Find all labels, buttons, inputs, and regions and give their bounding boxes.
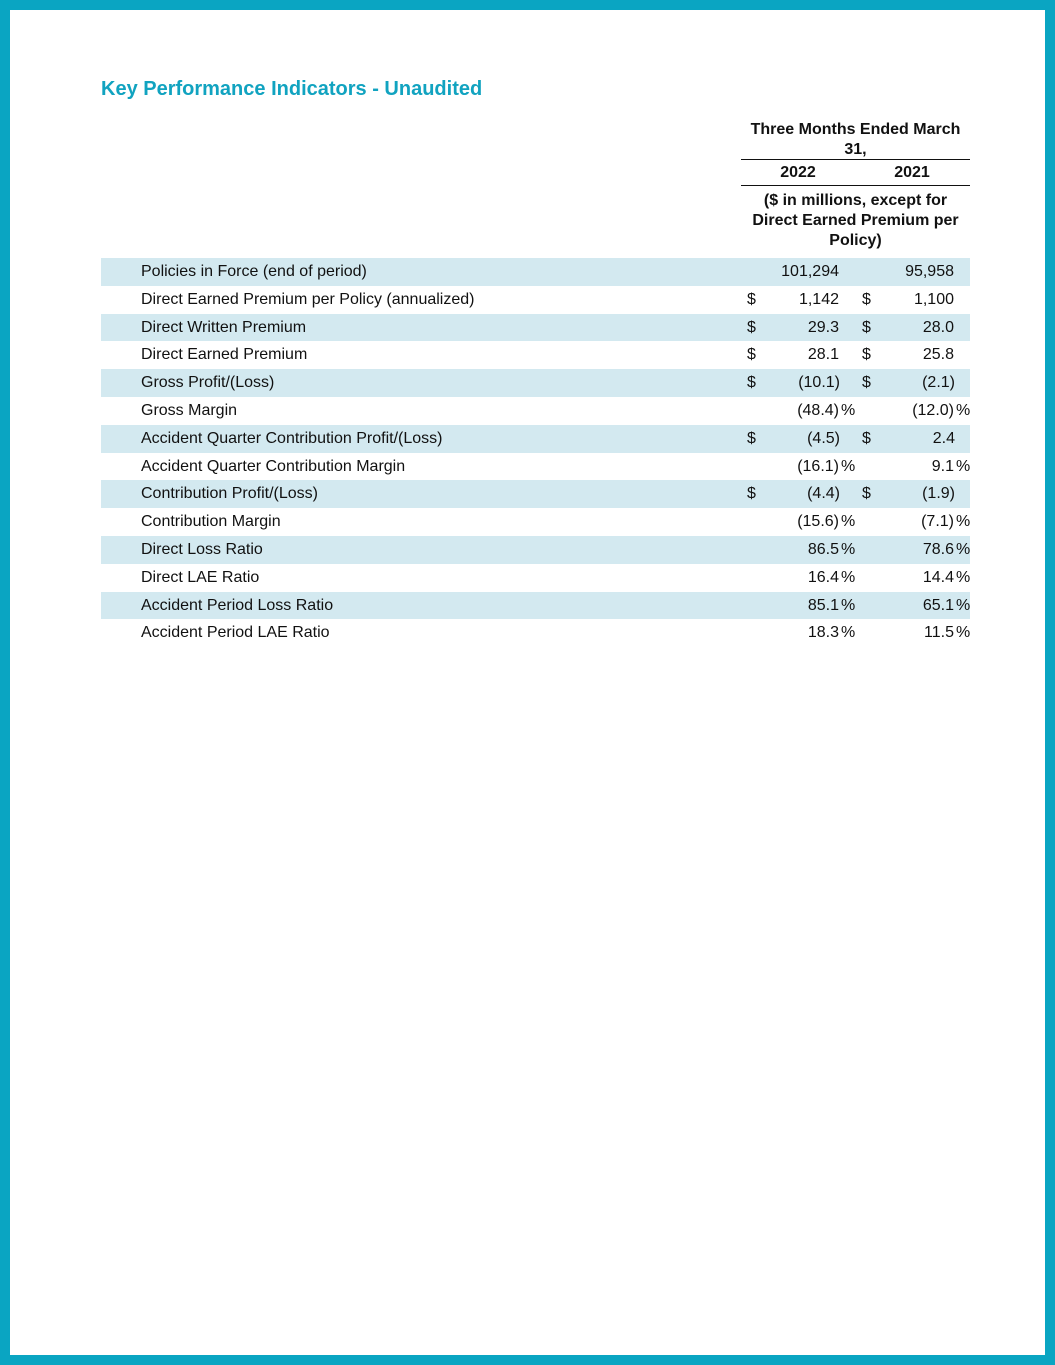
currency-2021: $ bbox=[862, 290, 871, 308]
currency-2021: $ bbox=[862, 346, 871, 364]
value-2021: (2.1) bbox=[922, 374, 955, 392]
row-label: Direct LAE Ratio bbox=[141, 568, 260, 586]
currency-2021: $ bbox=[862, 485, 871, 503]
currency-2022: $ bbox=[747, 429, 756, 447]
header-rule-bottom bbox=[741, 185, 970, 186]
currency-2022: $ bbox=[747, 318, 756, 336]
row-label: Accident Quarter Contribution Margin bbox=[141, 457, 406, 475]
suffix-2022: % bbox=[841, 513, 856, 531]
table-row bbox=[101, 508, 970, 536]
value-2021: 65.1 bbox=[922, 596, 954, 614]
suffix-2021: % bbox=[956, 401, 971, 419]
value-2022: 16.4 bbox=[807, 568, 839, 586]
value-2022: 28.1 bbox=[807, 346, 839, 364]
row-label: Contribution Margin bbox=[141, 513, 281, 531]
kpi-table bbox=[101, 258, 970, 647]
suffix-2022: % bbox=[841, 568, 856, 586]
table-row bbox=[101, 453, 970, 481]
table-row bbox=[101, 619, 970, 647]
value-2022: (48.4) bbox=[797, 401, 839, 419]
currency-2021: $ bbox=[862, 318, 871, 336]
row-label: Accident Quarter Contribution Profit/(Loss) bbox=[141, 429, 443, 447]
currency-2021: $ bbox=[862, 374, 871, 392]
suffix-2022: % bbox=[841, 596, 856, 614]
currency-2021: $ bbox=[862, 429, 871, 447]
value-2021: (12.0) bbox=[912, 401, 954, 419]
row-label: Accident Period Loss Ratio bbox=[141, 596, 334, 614]
header-rule-top bbox=[741, 159, 970, 160]
value-2021: 28.0 bbox=[922, 318, 954, 336]
row-label: Direct Earned Premium bbox=[141, 346, 308, 364]
value-2021: 78.6 bbox=[922, 540, 954, 558]
suffix-2021: % bbox=[956, 513, 971, 531]
table-row bbox=[101, 536, 970, 564]
suffix-2021: % bbox=[956, 540, 971, 558]
table-row bbox=[101, 592, 970, 620]
value-2022: 18.3 bbox=[807, 624, 839, 642]
value-2022: (4.4) bbox=[807, 485, 840, 503]
currency-2022: $ bbox=[747, 485, 756, 503]
value-2022: (10.1) bbox=[798, 374, 840, 392]
value-2021: 95,958 bbox=[905, 263, 954, 280]
row-label: Gross Margin bbox=[141, 401, 238, 419]
currency-2022: $ bbox=[747, 290, 756, 308]
table-row bbox=[101, 564, 970, 592]
value-2021: 25.8 bbox=[922, 346, 954, 364]
currency-2022: $ bbox=[747, 346, 756, 364]
suffix-2021: % bbox=[956, 596, 971, 614]
row-label: Direct Earned Premium per Policy (annualized) bbox=[141, 290, 475, 308]
value-2021: 14.4 bbox=[922, 568, 954, 586]
table-row bbox=[101, 425, 970, 453]
value-2022: 101,294 bbox=[781, 263, 839, 280]
table-row bbox=[101, 314, 970, 342]
suffix-2022: % bbox=[841, 540, 856, 558]
value-2022: (4.5) bbox=[807, 429, 840, 447]
table-row bbox=[101, 480, 970, 508]
page-title: Key Performance Indicators - Unaudited bbox=[101, 78, 483, 100]
units-note: ($ in millions, except for Direct Earned Premium per Policy) bbox=[752, 192, 959, 249]
value-2022: 29.3 bbox=[807, 318, 839, 336]
value-2021: (1.9) bbox=[922, 485, 955, 503]
row-label: Policies in Force (end of period) bbox=[141, 263, 367, 280]
value-2022: 86.5 bbox=[807, 540, 839, 558]
value-2021: 1,100 bbox=[913, 290, 954, 308]
row-label: Accident Period LAE Ratio bbox=[141, 624, 330, 642]
period-header: Three Months Ended March 31, bbox=[750, 121, 961, 158]
year-2021-header: 2021 bbox=[894, 164, 930, 181]
table-row bbox=[101, 341, 970, 369]
year-2022-header: 2022 bbox=[780, 164, 816, 181]
row-label: Contribution Profit/(Loss) bbox=[141, 485, 318, 503]
row-label: Direct Written Premium bbox=[141, 318, 307, 336]
row-label: Direct Loss Ratio bbox=[141, 540, 263, 558]
row-label: Gross Profit/(Loss) bbox=[141, 374, 275, 392]
value-2021: (7.1) bbox=[921, 513, 954, 531]
value-2022: (16.1) bbox=[797, 457, 839, 475]
table-row bbox=[101, 258, 970, 286]
table-row bbox=[101, 369, 970, 397]
suffix-2022: % bbox=[841, 401, 856, 419]
table-row bbox=[101, 397, 970, 425]
suffix-2021: % bbox=[956, 457, 971, 475]
value-2022: 85.1 bbox=[807, 596, 839, 614]
currency-2022: $ bbox=[747, 374, 756, 392]
value-2022: 1,142 bbox=[798, 290, 839, 308]
value-2021: 2.4 bbox=[932, 429, 955, 447]
value-2022: (15.6) bbox=[797, 513, 839, 531]
value-2021: 9.1 bbox=[931, 457, 954, 475]
value-2021: 11.5 bbox=[924, 624, 954, 642]
suffix-2022: % bbox=[841, 624, 856, 642]
suffix-2021: % bbox=[956, 624, 971, 642]
suffix-2021: % bbox=[956, 568, 971, 586]
table-row bbox=[101, 286, 970, 314]
suffix-2022: % bbox=[841, 457, 856, 475]
